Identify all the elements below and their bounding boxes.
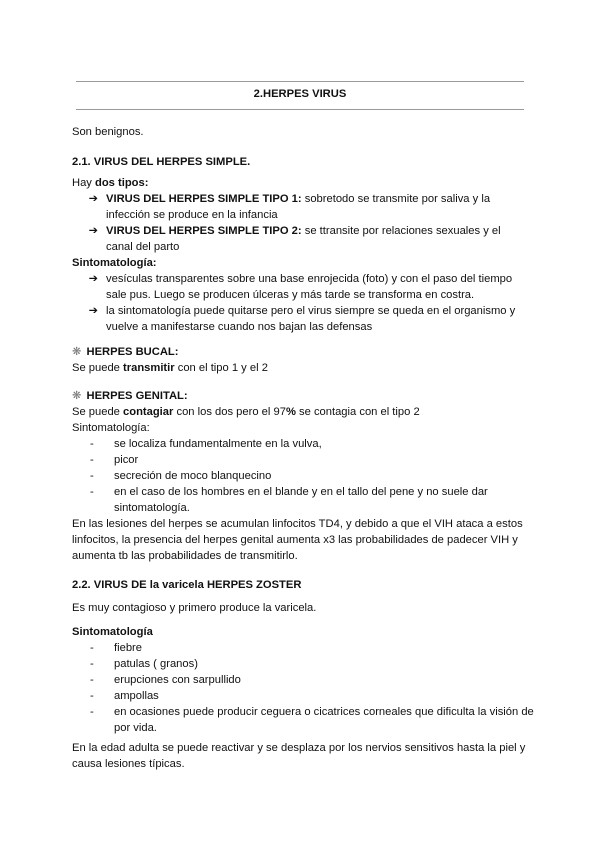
list-item: - secreción de moco blanquecino (72, 468, 532, 484)
top-rule (76, 81, 524, 82)
list-item: ➔ la sintomatología puede quitarse pero el virus siempre se queda en el organismo y vuelve a manifestarse cuando nos bajan las defensas (72, 303, 532, 335)
list-item: - fiebre (72, 640, 532, 656)
dash-bullet: - (90, 674, 94, 686)
genital-paragraph-line: En las lesiones del herpes se acumulan linfocitos TD4, y debido a que el VIH ataca a estos (72, 518, 523, 530)
section-2-2-intro: Es muy contagioso y primero produce la varicela. (72, 602, 317, 614)
list-item: ➔ VIRUS DEL HERPES SIMPLE TIPO 1: sobretodo se transmite por saliva y la infección se produce en la infancia (72, 191, 532, 223)
genital-paragraph-line: aumenta tb las probabilidades de transmitirlo. (72, 550, 298, 562)
herpes-genital-text: Se puede contagiar con los dos pero el 97% se contagia con el tipo 2 (72, 406, 420, 418)
list-item: - en ocasiones puede producir ceguera o cicatrices corneales que dificulta la visión de por vida. (72, 704, 532, 736)
types-intro: Hay dos tipos: (72, 177, 149, 189)
arrow-icon: ➔ (88, 193, 98, 205)
zoster-paragraph-line: causa lesiones típicas. (72, 758, 185, 770)
zoster-paragraph (72, 740, 532, 772)
dash-bullet: - (90, 470, 94, 482)
arrow-icon: ➔ (88, 305, 98, 317)
bottom-rule (76, 109, 524, 110)
page-title: 2.HERPES VIRUS (253, 88, 347, 100)
list-item: - picor (72, 452, 532, 468)
sintomatologia-heading: Sintomatología: (72, 257, 157, 269)
list-item: - se localiza fundamentalmente en la vulva, (72, 436, 532, 452)
zoster-sint-heading: Sintomatología (72, 626, 153, 638)
dash-bullet: - (90, 658, 94, 670)
arrow-icon: ➔ (88, 225, 98, 237)
dash-bullet: - (90, 454, 94, 466)
section-2-2-heading: 2.2. VIRUS DE la varicela HERPES ZOSTER (72, 579, 302, 591)
section-2-1-heading: 2.1. VIRUS DEL HERPES SIMPLE. (72, 156, 251, 168)
herpes-genital-heading: ❋ HERPES GENITAL: (72, 390, 188, 402)
list-item: - erupciones con sarpullido (72, 672, 532, 688)
types-block (72, 175, 532, 255)
dash-bullet: - (90, 486, 94, 498)
asterisk-icon: ❋ (72, 346, 82, 358)
intro-text: Son benignos. (72, 126, 144, 138)
list-item: - en el caso de los hombres en el blande y en el tallo del pene y no suele dar sintomatología. (72, 484, 532, 516)
herpes-bucal-heading: ❋ HERPES BUCAL: (72, 346, 179, 358)
zoster-sint-block (72, 624, 532, 736)
genital-sint-label: Sintomatología: (72, 422, 150, 434)
asterisk-icon: ❋ (72, 390, 82, 402)
arrow-icon: ➔ (88, 273, 98, 285)
herpes-bucal-text: Se puede transmitir con el tipo 1 y el 2 (72, 362, 268, 374)
list-item: - ampollas (72, 688, 532, 704)
zoster-paragraph-line: En la edad adulta se puede reactivar y se desplaza por los nervios sensitivos hasta la piel y (72, 742, 526, 754)
genital-paragraph-line: linfocitos, la presencia del herpes genital aumenta x3 las probabilidades de padecer VIH y (72, 534, 518, 546)
sintomatologia-block (72, 255, 532, 335)
dash-bullet: - (90, 706, 94, 718)
list-item: - patulas ( granos) (72, 656, 532, 672)
herpes-bucal-block (72, 344, 532, 376)
dash-bullet: - (90, 438, 94, 450)
herpes-genital-block (72, 388, 532, 564)
list-item: ➔ VIRUS DEL HERPES SIMPLE TIPO 2: se ttransite por relaciones sexuales y el canal del parto (72, 223, 532, 255)
dash-bullet: - (90, 642, 94, 654)
list-item: ➔ vesículas transparentes sobre una base enrojecida (foto) y con el paso del tiempo sale pus. Luego se producen úlceras y más tarde se transforma en costra. (72, 271, 532, 303)
dash-bullet: - (90, 690, 94, 702)
